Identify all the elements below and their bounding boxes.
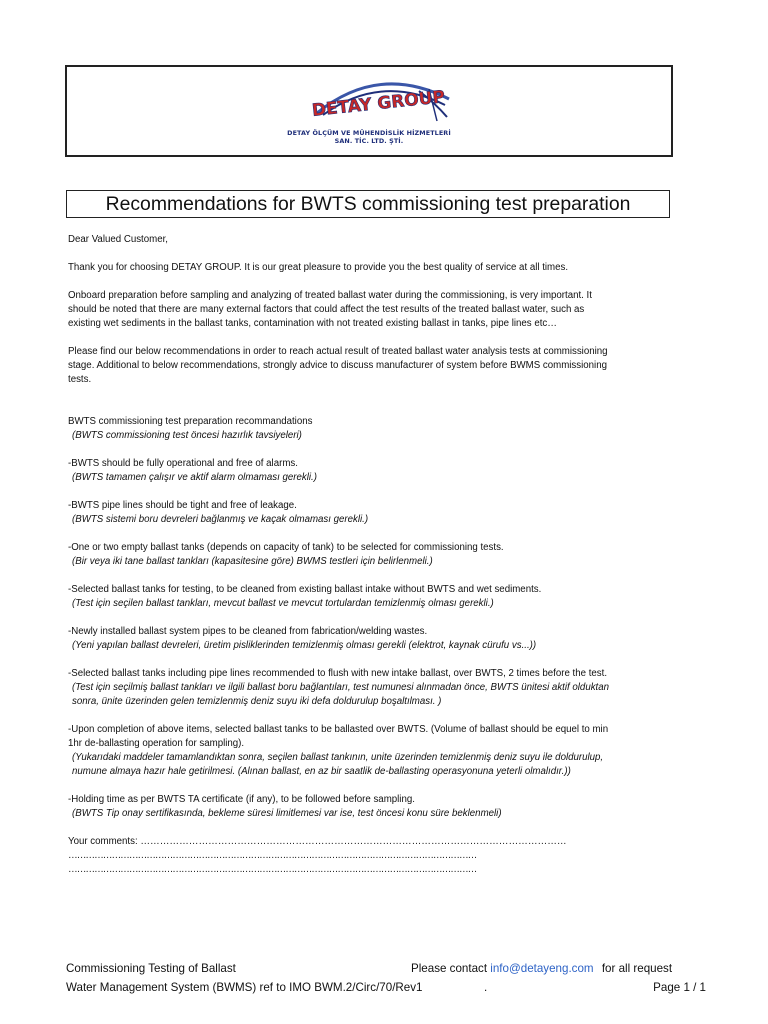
recommendation-tr-line: (BWTS sistemi boru devreleri bağlanmış ve kaçak olmaması gerekli.): [72, 514, 369, 525]
recommendation-item: [68, 541, 704, 569]
recommendation-tr-line: (Yukarıdaki maddeler tamamlandıktan sonra, seçilen ballast tankının, unite üzerinden temizlenmiş deniz suyu ile doldurulup,: [72, 752, 604, 763]
intro-paragraph-2: [68, 345, 704, 387]
letter-body: [68, 233, 704, 891]
recommendation-tr-line: (Test için seçilmiş ballast tankları ve ilgili ballast boru bağlantıları, test numunesi alınmadan önce, BWTS ünitesi aktif olduktan: [72, 682, 610, 693]
comments-line-1: [68, 835, 704, 849]
thanks-paragraph: Thank you for choosing DETAY GROUP. It is our great pleasure to provide you the best quality of service at all times.: [68, 262, 569, 273]
recommendation-en-line: -Selected ballast tanks including pipe lines recommended to flush with new intake ballast, over BWTS, 2 times before the test.: [68, 668, 608, 679]
recommendation-item: [68, 793, 704, 821]
footer-doc-title-2: Water Management System (BWMS) ref to IMO BWM.2/Circ/70/Rev1: [66, 981, 423, 994]
recommendation-tr-line: (Test için seçilen ballast tankları, mevcut ballast ve mevcut tortulardan temizlenmiş olması gerekli.): [72, 598, 494, 609]
greeting: Dear Valued Customer,: [68, 234, 168, 245]
recommendation-tr-line: (Bir veya iki tane ballast tankları (kapasitesine göre) BWMS testleri için belirlenmeli.): [72, 556, 433, 567]
recommendation-tr-line: (BWTS Tip onay sertifikasında, bekleme süresi limitlemesi var ise, test öncesi konu süre beklenmeli): [72, 808, 502, 819]
recommendation-tr-line: numune almaya hazır hale getirilmesi. (Alınan ballast, en az bir saatlik de-ballasting operasyonuna yeterli olmalıdır.)): [72, 766, 571, 777]
recommendation-item: [68, 667, 704, 709]
recommendation-en-line: -BWTS should be fully operational and free of alarms.: [68, 458, 298, 469]
comments-line-3: ……………………………………………………………………………………………………………………………: [68, 864, 477, 875]
text-line: existing wet sediments in the ballast tanks, contamination with not treated existing ballast in tanks, pipe lines etc…: [68, 318, 557, 329]
recommendation-item: [68, 625, 704, 653]
recommendation-en-line: 1hr de-ballasting operation for sampling).: [68, 738, 245, 749]
recommendation-en-line: -Selected ballast tanks for testing, to be cleaned from existing ballast intake without BWTS and wet sediments.: [68, 584, 542, 595]
comments-line-2: ……………………………………………………………………………………………………………………………: [68, 850, 477, 861]
comments-section: [68, 835, 704, 877]
logo-company-type: SAN. TİC. LTD. ŞTİ.: [334, 137, 404, 145]
logo-header-box: [65, 65, 673, 157]
contact-email-link[interactable]: info@detayeng.com: [490, 962, 594, 975]
recommendation-item: [68, 723, 704, 779]
footer-doc-title-1: Commissioning Testing of Ballast: [66, 962, 236, 975]
logo-brand-text: DETAY GROUP: [311, 87, 446, 121]
recommendation-en-line: -Holding time as per BWTS TA certificate (if any), to be followed before sampling.: [68, 794, 415, 805]
text-line: should be noted that there are many external factors that could affect the test results of the treated ballast water, such as: [68, 304, 585, 315]
recommendation-tr-line: (BWTS tamamen çalışır ve aktif alarm olmaması gerekli.): [72, 472, 317, 483]
text-line: Onboard preparation before sampling and analyzing of treated ballast water during the commissioning, is very important. It: [68, 290, 592, 301]
text-line: Please find our below recommendations in order to reach actual result of treated ballast water analysis tests at commissioning: [68, 346, 608, 357]
comments-dots: ……………………………………………………………………………………………………………………: [140, 836, 567, 847]
footer-contact: [411, 962, 672, 975]
recommendation-en-line: -One or two empty ballast tanks (depends on capacity of tank) to be selected for commissioning tests.: [68, 542, 504, 553]
recommendation-en-line: BWTS commissioning test preparation recommandations: [68, 416, 313, 427]
recommendation-tr-line: sonra, ünite üzerinden gelen temizlenmiş deniz suyu iki defa doldurulup boşaltılması. ): [72, 696, 442, 707]
recommendation-en-line: -Newly installed ballast system pipes to be cleaned from fabrication/welding wastes.: [68, 626, 428, 637]
detay-group-logo: [299, 69, 459, 135]
recommendation-en-line: -BWTS pipe lines should be tight and free of leakage.: [68, 500, 297, 511]
recommendation-tr-line: (Yeni yapılan ballast devreleri, üretim pisliklerinden temizlenmiş olması gerekli (elektrot, kaynak cürufu vs...)): [72, 640, 537, 651]
recommendation-tr-line: (BWTS commissioning test öncesi hazırlık tavsiyeleri): [72, 430, 302, 441]
page-number: Page 1 / 1: [653, 981, 706, 994]
recommendation-en-line: -Upon completion of above items, selected ballast tanks to be ballasted over BWTS. (Volume of ballast should be equel to min: [68, 724, 609, 735]
footer-dot: .: [484, 981, 488, 994]
recommendation-item: [68, 499, 704, 527]
text-line: tests.: [68, 374, 92, 385]
intro-paragraph-1: [68, 289, 704, 331]
contact-prefix: Please contact: [411, 962, 491, 975]
recommendation-list: [68, 415, 704, 821]
text-line: stage. Additional to below recommendations, strongly advice to discuss manufacturer of system before BWMS commissioning: [68, 360, 607, 371]
contact-suffix: for all request: [601, 962, 673, 975]
recommendation-item: [68, 415, 704, 443]
recommendation-item: [68, 583, 704, 611]
document-title: Recommendations for BWTS commissioning test preparation: [66, 190, 670, 218]
comments-label: Your comments:: [68, 836, 141, 847]
recommendation-item: [68, 457, 704, 485]
logo-company-name: DETAY ÖLÇÜM VE MÜHENDİSLİK HİZMETLERİ: [287, 129, 451, 137]
